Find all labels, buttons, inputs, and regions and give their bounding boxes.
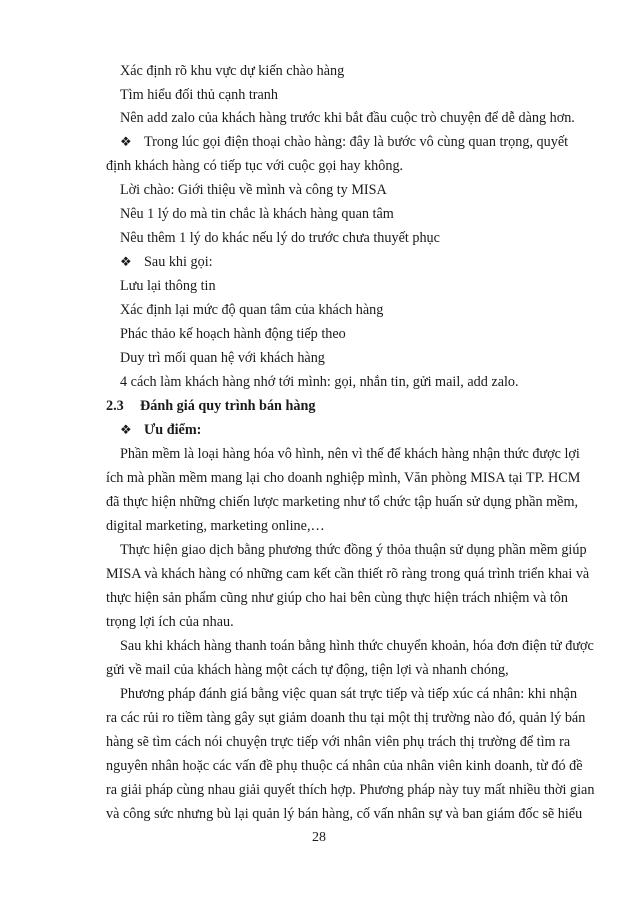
page-number: 28 (312, 830, 326, 845)
text-line: Nêu 1 lý do mà tin chắc là khách hàng quan tâm (120, 206, 394, 222)
section-title: Đánh giá quy trình bán hàng (140, 398, 316, 414)
paragraph-line: ra giải pháp cùng nhau giải quyết thích hợp. Phương pháp này tuy mất nhiều thời gian (106, 782, 595, 798)
paragraph-line: đã thực hiện những chiến lược marketing như tổ chức tập huấn sử dụng phần mềm, (106, 494, 579, 510)
paragraph-line: Phần mềm là loại hàng hóa vô hình, nên vì thế để khách hàng nhận thức được lợi (120, 446, 580, 462)
diamond-bullet-icon: ❖ (120, 134, 132, 149)
paragraph-line: Sau khi khách hàng thanh toán bằng hình thức chuyển khoản, hóa đơn điện tử được (120, 638, 594, 654)
paragraph-line: ra các rủi ro tiềm tàng gây sụt giảm doanh thu tại một thị trường nào đó, quản lý bán (106, 710, 586, 726)
text-line: Lời chào: Giới thiệu về mình và công ty MISA (120, 182, 387, 198)
diamond-bullet-icon: ❖ (120, 422, 132, 437)
text-line: Phác thảo kế hoạch hành động tiếp theo (120, 326, 346, 342)
text-line: Xác định rõ khu vực dự kiến chào hàng (120, 63, 345, 79)
paragraph-line: MISA và khách hàng có những cam kết cần thiết rõ ràng trong quá trình triển khai và (106, 566, 590, 582)
text-line: Tìm hiểu đối thủ cạnh tranh (120, 87, 278, 103)
paragraph-line: gửi về mail của khách hàng một cách tự động, tiện lợi và nhanh chóng, (106, 662, 509, 678)
paragraph-line: và công sức nhưng bù lại quản lý bán hàng, cố vấn nhân sự và ban giám đốc sẽ hiểu (106, 806, 583, 822)
paragraph-line: hàng sẽ tìm cách nói chuyện trực tiếp với nhân viên phụ trách thị trường để tìm ra (106, 734, 571, 750)
text-line: định khách hàng có tiếp tục với cuộc gọi hay không. (106, 158, 404, 174)
text-line: 4 cách làm khách hàng nhớ tới mình: gọi, nhắn tin, gửi mail, add zalo. (120, 374, 519, 390)
bullet-line: ❖ Sau khi gọi: (120, 254, 213, 270)
text-line: Xác định lại mức độ quan tâm của khách hàng (120, 302, 384, 318)
paragraph-line: nguyên nhân hoặc các vấn đề phụ thuộc cá nhân của nhân viên kinh doanh, từ đó đề (106, 758, 583, 774)
text-line: Lưu lại thông tin (120, 278, 216, 294)
paragraph-line: trọng lợi ích của nhau. (106, 614, 234, 630)
bullet-line: ❖ Trong lúc gọi điện thoại chào hàng: đây là bước vô cùng quan trọng, quyết (120, 134, 569, 150)
text-line: Nên add zalo của khách hàng trước khi bắt đầu cuộc trò chuyện để dễ dàng hơn. (120, 110, 575, 126)
paragraph-line: ích mà phần mềm mang lại cho doanh nghiệp mình, Văn phòng MISA tại TP. HCM (106, 470, 581, 486)
advantages-heading: ❖ Ưu điểm: (120, 422, 202, 438)
paragraph-line: Phương pháp đánh giá bằng việc quan sát trực tiếp và tiếp xúc cá nhân: khi nhận (120, 686, 578, 702)
paragraph-line: digital marketing, marketing online,… (106, 518, 325, 534)
section-number: 2.3 (106, 398, 124, 414)
section-heading (106, 397, 315, 415)
paragraph-line: thực hiện sản phẩm cũng như giúp cho hai bên cùng thực hiện trách nhiệm và tôn (106, 590, 568, 606)
text-line: Duy trì mối quan hệ với khách hàng (120, 350, 325, 366)
text-line: Nêu thêm 1 lý do khác nếu lý do trước chưa thuyết phục (120, 230, 440, 246)
diamond-bullet-icon: ❖ (120, 254, 132, 269)
paragraph-line: Thực hiện giao dịch bằng phương thức đồng ý thỏa thuận sử dụng phần mềm giúp (120, 542, 587, 558)
